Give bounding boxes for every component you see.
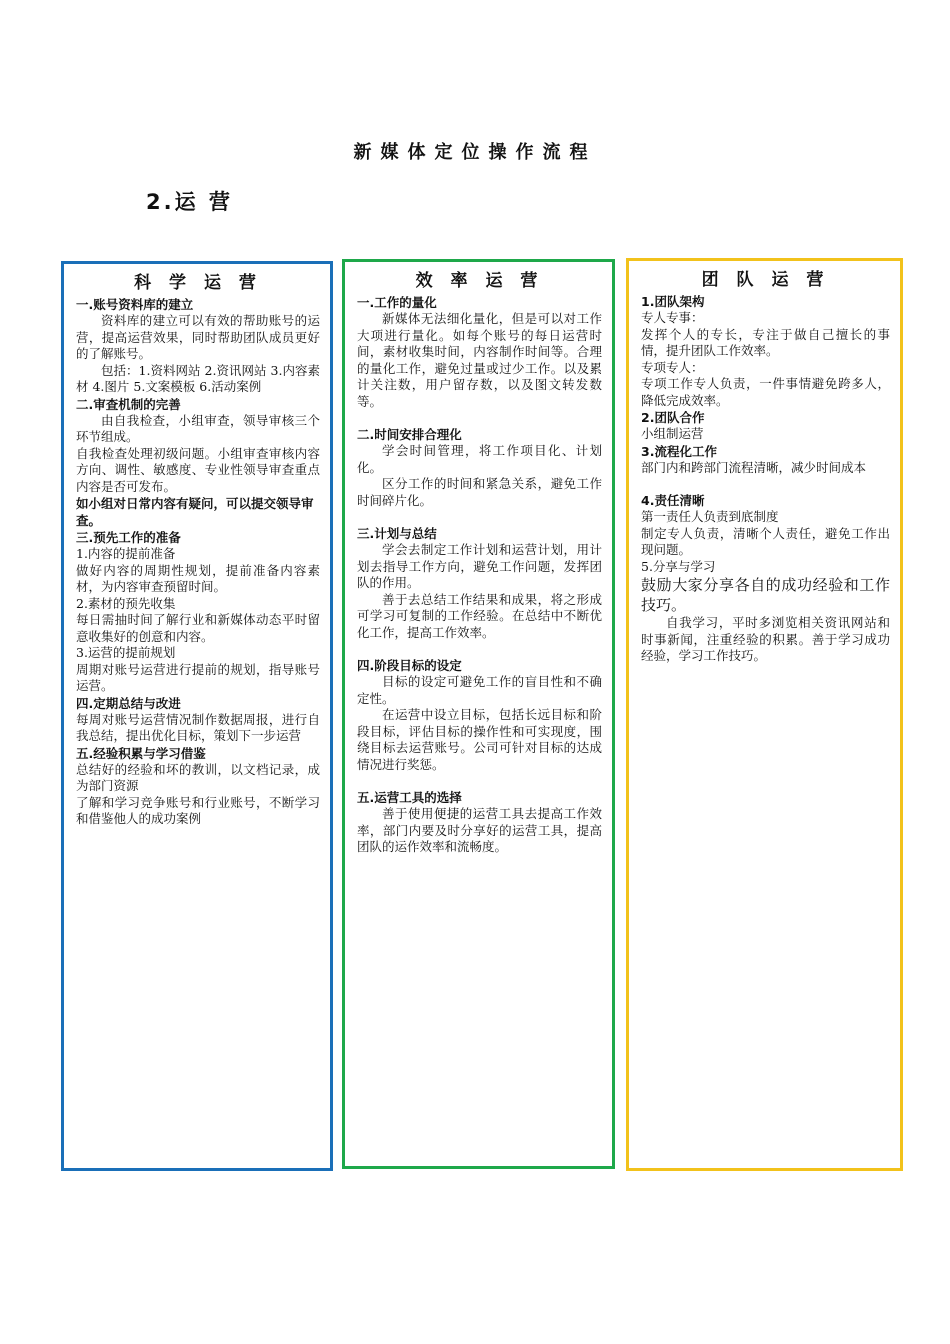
efficiency-s2-heading: 二.时间安排合理化 xyxy=(357,427,462,442)
team-s1-sub-b-text: 专项工作专人负责，一件事情避免跨多人，降低完成效率。 xyxy=(641,376,890,408)
science-s5-heading: 五.经验积累与学习借鉴 xyxy=(76,745,206,761)
science-s2-detail: 自我检查处理初级问题。小组审查审核内容方向、调性、敏感度、专业性领导审查重点内容是否可发布。 xyxy=(76,445,320,494)
document-title: 新媒体定位操作流程 xyxy=(353,142,597,163)
science-operation-panel xyxy=(61,261,333,1171)
science-s3-item2-text: 每日需抽时间了解行业和新媒体动态平时留意收集好的创意和内容。 xyxy=(76,612,320,644)
team-s2-heading: 2.团队合作 xyxy=(641,410,705,425)
team-s1-sub-a: 专人专事： xyxy=(641,310,704,325)
team-s5-highlight: 鼓励大家分享各自的成功经验和工作技巧。 xyxy=(641,576,890,614)
team-s4-text1: 第一责任人负责到底制度 xyxy=(641,509,779,524)
efficiency-s3-heading: 三.计划与总结 xyxy=(357,526,437,541)
efficiency-s4-text2: 在运营中设立目标，包括长远目标和阶段目标，评估目标的操作性和可实现度，围绕目标去运营账号。公司可针对目标的达成情况进行奖惩。 xyxy=(357,707,602,772)
team-s1-heading: 1.团队架构 xyxy=(641,294,705,309)
science-s5-text1: 总结好的经验和坏的教训，以文档记录，成为部门资源 xyxy=(76,761,320,793)
science-s3-item3: 3.运营的提前规划 xyxy=(76,645,176,660)
efficiency-s2-text1: 学会时间管理，将工作项目化、计划化。 xyxy=(357,443,602,475)
team-panel-title: 团 队 运 营 xyxy=(701,270,830,290)
efficiency-panel-title: 效 率 运 营 xyxy=(415,271,544,291)
team-operation-panel xyxy=(626,258,903,1171)
science-s3-item3-text: 周期对账号运营进行提前的规划，指导账号运营。 xyxy=(76,661,320,693)
efficiency-s1-heading: 一.工作的量化 xyxy=(357,295,437,310)
science-s2-bold-note: 如小组对日常内容有疑问，可以提交领导审查。 xyxy=(76,496,314,528)
team-s3-text: 部门内和跨部门流程清晰，减少时间成本 xyxy=(641,459,867,475)
team-s4-text2: 制定专人负责，清晰个人责任，避免工作出现问题。 xyxy=(641,525,890,557)
science-s4-heading: 四.定期总结与改进 xyxy=(76,695,181,711)
science-s3-item1-text: 做好内容的周期性规划，提前准备内容素材，为内容审查预留时间。 xyxy=(76,562,320,594)
science-s3-item2: 2.素材的预先收集 xyxy=(76,595,176,611)
science-s1-list: 包括：1.资料网站 2.资讯网站 3.内容素材 4.图片 5.文案模板 6.活动案例 xyxy=(76,362,320,394)
team-s1-sub-a-text: 发挥个人的专长，专注于做自己擅长的事情，提升团队工作效率。 xyxy=(641,326,890,358)
science-s5-text2: 了解和学习竞争账号和行业账号，不断学习和借鉴他人的成功案例 xyxy=(76,794,320,826)
efficiency-s2-text2: 区分工作的时间和紧急关系，避免工作时间碎片化。 xyxy=(357,476,602,508)
team-s5-text: 自我学习，平时多浏览相关资讯网站和时事新闻，注重经验的积累。善于学习成功经验，学习工作技巧。 xyxy=(641,615,890,663)
team-s5-heading: 5.分享与学习 xyxy=(641,558,716,574)
team-s1-sub-b: 专项专人： xyxy=(641,359,704,375)
science-s1-text: 资料库的建立可以有效的帮助账号的运营，提高运营效果，同时帮助团队成员更好的了解账号。 xyxy=(76,313,320,361)
efficiency-operation-panel xyxy=(342,259,615,1169)
science-s1-heading: 一.账号资料库的建立 xyxy=(76,297,194,312)
efficiency-s5-heading: 五.运营工具的选择 xyxy=(357,790,462,805)
efficiency-s3-text2: 善于去总结工作结果和成果，将之形成可学习可复制的工作经验。在总结中不断优化工作，提高工作效率。 xyxy=(357,591,602,640)
science-s3-heading: 三.预先工作的准备 xyxy=(76,530,181,545)
section-title: 2.运 营 xyxy=(146,190,233,214)
efficiency-s3-text1: 学会去制定工作计划和运营计划，用计划去指导工作方向，避免工作问题，发挥团队的作用。 xyxy=(357,542,602,590)
efficiency-s4-text1: 目标的设定可避免工作的盲目性和不确定性。 xyxy=(357,674,602,706)
science-s2-heading: 二.审查机制的完善 xyxy=(76,396,181,412)
science-s4-text: 每周对账号运营情况制作数据周报，进行自我总结，提出优化目标，策划下一步运营 xyxy=(76,711,320,743)
efficiency-s1-text: 新媒体无法细化量化，但是可以对工作大项进行量化。如每个账号的每日运营时间，素材收集时间，内容制作时间等。合理的量化工作，避免过量或过少工作。以及累计关注数，用户留存数，以及图文转发数等。 xyxy=(357,311,602,409)
team-s4-heading: 4.责任清晰 xyxy=(641,493,705,508)
science-s3-item1: 1.内容的提前准备 xyxy=(76,546,176,561)
science-s2-text: 由自我检查，小组审查，领导审核三个环节组成。 xyxy=(76,412,320,444)
efficiency-s4-heading: 四.阶段目标的设定 xyxy=(357,658,462,673)
efficiency-s5-text: 善于使用便捷的运营工具去提高工作效率，部门内要及时分享好的运营工具，提高团队的运作效率和流畅度。 xyxy=(357,806,602,854)
team-s2-text: 小组制运营 xyxy=(641,426,704,441)
science-panel-title: 科 学 运 营 xyxy=(134,273,262,293)
team-s3-heading: 3.流程化工作 xyxy=(641,443,717,459)
